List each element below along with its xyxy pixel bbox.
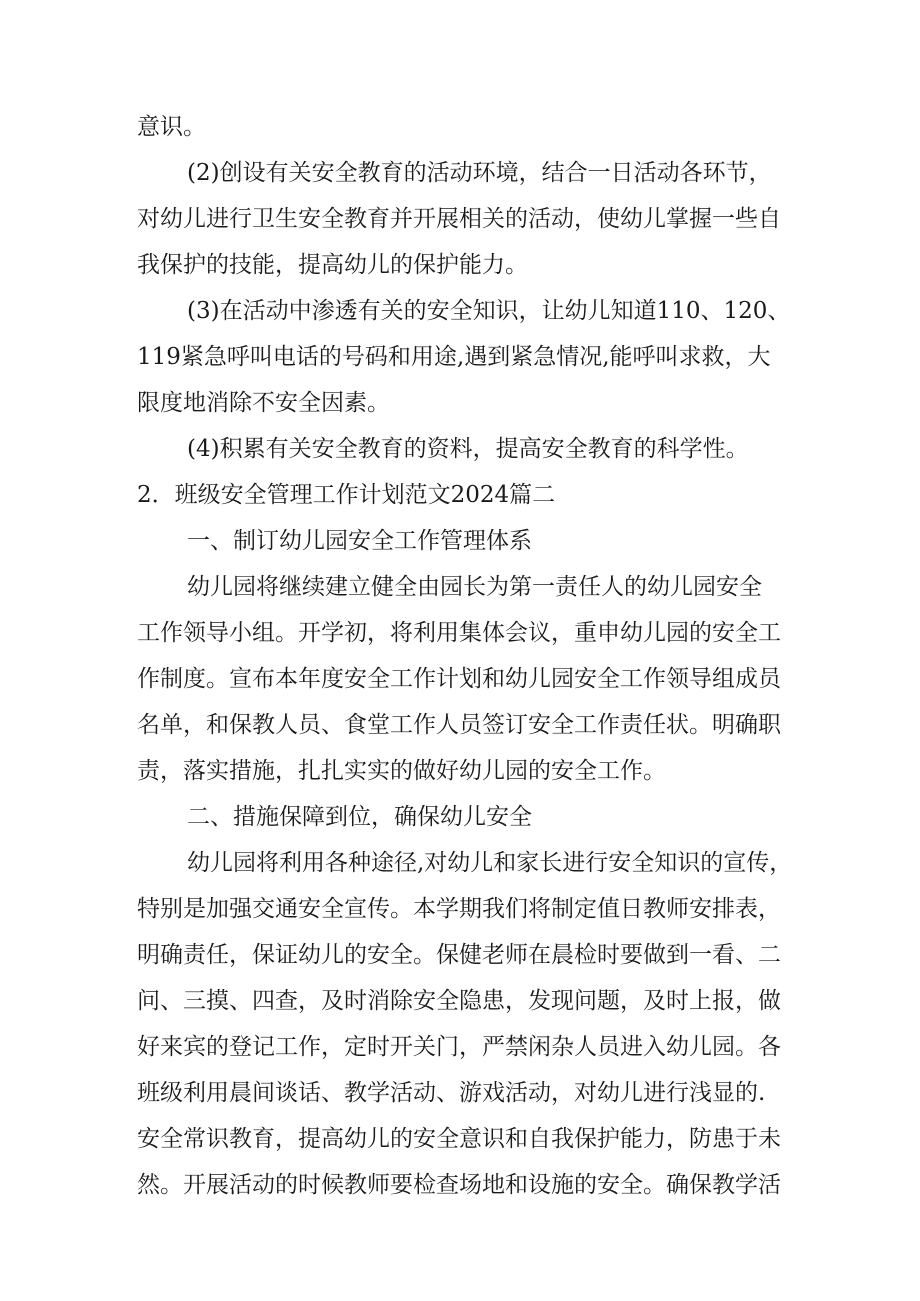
- paragraph-line: 名单，和保教人员、食堂工作人员签订安全工作责任状。明确职: [137, 712, 781, 738]
- paragraph-line: 对幼儿进行卫生安全教育并开展相关的活动，使幼儿掌握一些自: [137, 206, 781, 232]
- paragraph-line: 意识。: [137, 114, 206, 140]
- paragraph-line: (4)积累有关安全教育的资料，提高安全教育的科学性。: [187, 436, 749, 462]
- paragraph-line: 明确责任，保证幼儿的安全。保健老师在晨检时要做到一看、二: [137, 942, 781, 968]
- paragraph-line: 作制度。宣布本年度安全工作计划和幼儿园安全工作领导组成员: [137, 666, 781, 692]
- subsection-heading: 一、制订幼儿园安全工作管理体系: [187, 528, 532, 554]
- section-heading: 2．班级安全管理工作计划范文2024篇二: [137, 482, 556, 508]
- paragraph-line: 幼儿园将继续建立健全由园长为第一责任人的幼儿园安全: [187, 574, 762, 600]
- paragraph-line: 限度地消除不安全因素。: [137, 390, 390, 416]
- paragraph-line: 我保护的技能，提高幼儿的保护能力。: [137, 252, 528, 278]
- paragraph-line: 安全常识教育，提高幼儿的安全意识和自我保护能力，防患于未: [137, 1126, 781, 1152]
- paragraph-line: 幼儿园将利用各种途径,对幼儿和家长进行安全知识的宣传，: [187, 850, 793, 876]
- paragraph-line: 工作领导小组。开学初，将利用集体会议，重申幼儿园的安全工: [137, 620, 781, 646]
- paragraph-line: 然。开展活动的时候教师要检查场地和设施的安全。确保教学活: [137, 1172, 781, 1198]
- paragraph-line: 班级利用晨间谈话、教学活动、游戏活动，对幼儿进行浅显的.: [137, 1080, 766, 1106]
- paragraph-line: 责，落实措施，扎扎实实的做好幼儿园的安全工作。: [137, 758, 666, 784]
- paragraph-line: 119紧急呼叫电话的号码和用途,遇到紧急情况,能呼叫求救，大: [137, 344, 771, 370]
- paragraph-line: 特别是加强交通安全宣传。本学期我们将制定值日教师安排表，: [137, 896, 781, 922]
- paragraph-line: 好来宾的登记工作，定时开关门，严禁闲杂人员进入幼儿园。各: [137, 1034, 781, 1060]
- paragraph-line: (2)创设有关安全教育的活动环境，结合一日活动各环节，: [187, 160, 772, 186]
- paragraph-line: (3)在活动中渗透有关的安全知识，让幼儿知道110、120、: [187, 298, 791, 324]
- subsection-heading: 二、措施保障到位，确保幼儿安全: [187, 804, 532, 830]
- paragraph-line: 问、三摸、四查，及时消除安全隐患，发现问题，及时上报，做: [137, 988, 781, 1014]
